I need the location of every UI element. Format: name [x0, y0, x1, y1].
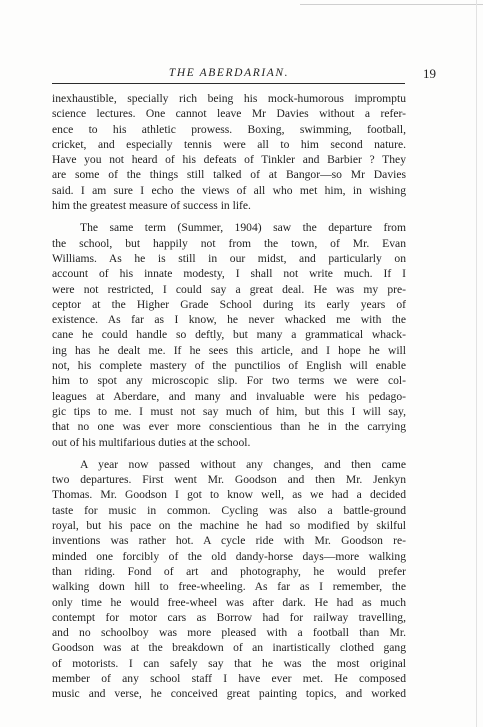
- running-title: THE ABERDARIAN.: [168, 67, 290, 79]
- paragraph-gap: [52, 450, 406, 457]
- text-line: the school, but happily not from the town, of Mr. Evan: [52, 236, 406, 250]
- text-line: music and verse, he conceived great painting topics, and worked: [52, 687, 406, 701]
- text-line: and no schoolboy was more pleased with a football than Mr.: [52, 626, 406, 640]
- text-line: were not restricted, I could say a great deal. He was my pre-: [52, 282, 406, 296]
- text-line: two departures. First went Mr. Goodson and then Mr. Jenkyn: [52, 473, 406, 487]
- text-line: contempt for motor cars as Borrow had for railway travelling,: [52, 610, 406, 624]
- text-line: royal, but his pace on the machine he had so modified by skilful: [52, 519, 406, 533]
- running-header: [52, 66, 436, 83]
- text-line: taste for music in common. Cycling was also a battle-ground: [52, 503, 406, 517]
- text-line: existence. As far as I know, he never whacked me with the: [52, 313, 406, 327]
- text-line: out of his multifarious duties at the school.: [52, 435, 251, 449]
- text-line: ence to his athletic prowess. Boxing, swimming, football,: [52, 122, 406, 136]
- text-line: walking down hill to free-wheeling. As far as I remember, the: [52, 580, 406, 594]
- text-line: inexhaustible, specially rich being his mock-humorous impromptu: [52, 92, 406, 105]
- text-line: member of any school staff I have ever met. He composed: [52, 671, 406, 685]
- text-line: said. I am sure I echo the views of all who met him, in wishing: [52, 183, 406, 197]
- text-line: cane he could handle so deftly, but many a grammatical whack-: [52, 328, 406, 342]
- text-line: account of his innate modesty, I shall not write much. If I: [52, 267, 406, 281]
- text-line: that no one was ever more conscientious than he in the carrying: [52, 420, 406, 434]
- paragraph: [52, 457, 406, 702]
- text-line: Williams. As he is still in our midst, and particularly on: [52, 251, 406, 265]
- text-line: are some of the things still talked of at Bangor—so Mr Davies: [52, 168, 406, 182]
- text-line: Have you not heard of his defeats of Tinkler and Barbier ? They: [52, 153, 406, 167]
- text-line: him the greatest measure of success in life.: [52, 199, 251, 213]
- text-line: A year now passed without any changes, and then came: [80, 457, 406, 471]
- paragraph: [52, 220, 406, 449]
- scan-edge-line: [300, 4, 483, 5]
- text-line: gic tips to me. I must not say much of him, but this I will say,: [52, 404, 406, 418]
- text-line: inventions was rather hot. A cycle ride with Mr. Goodson re-: [52, 534, 406, 548]
- paragraph: [52, 91, 406, 213]
- page-number: 19: [423, 66, 436, 81]
- text-line: only time he would free-wheel was after dark. He had as much: [52, 595, 406, 609]
- text-line: ceptor at the Higher Grade School during its early years of: [52, 297, 406, 311]
- body-text: [52, 91, 406, 702]
- text-line: science lectures. One cannot leave Mr Davies without a refer-: [52, 107, 406, 121]
- text-line: cricket, and especially tennis were all to him second nature.: [52, 137, 406, 151]
- text-line: Goodson was at the breakdown of an inartistically clothed gang: [52, 641, 406, 655]
- text-line: not, his complete mastery of the punctilios of English will enable: [52, 359, 406, 373]
- scan-margin-line: [476, 0, 477, 727]
- text-line: Thomas. Mr. Goodson I got to know well, as we had a decided: [52, 488, 406, 502]
- text-line: minded one forcibly of the old dandy-horse days—more walking: [52, 549, 406, 563]
- text-line: The same term (Summer, 1904) saw the departure from: [80, 221, 406, 235]
- text-line: than riding. Fond of art and photography, he would prefer: [52, 564, 406, 578]
- text-line: of motorists. I can safely say that he was the most original: [52, 656, 406, 670]
- header-rule: [52, 83, 405, 84]
- paragraph-gap: [52, 213, 406, 220]
- text-line: ing has he dealt me. If he sees this article, and I hope he will: [52, 343, 406, 357]
- text-line: leagues at Aberdare, and many and invaluable were his pedago-: [52, 389, 406, 403]
- text-line: him to spot any microscopic slip. For two terms we were col-: [52, 374, 406, 388]
